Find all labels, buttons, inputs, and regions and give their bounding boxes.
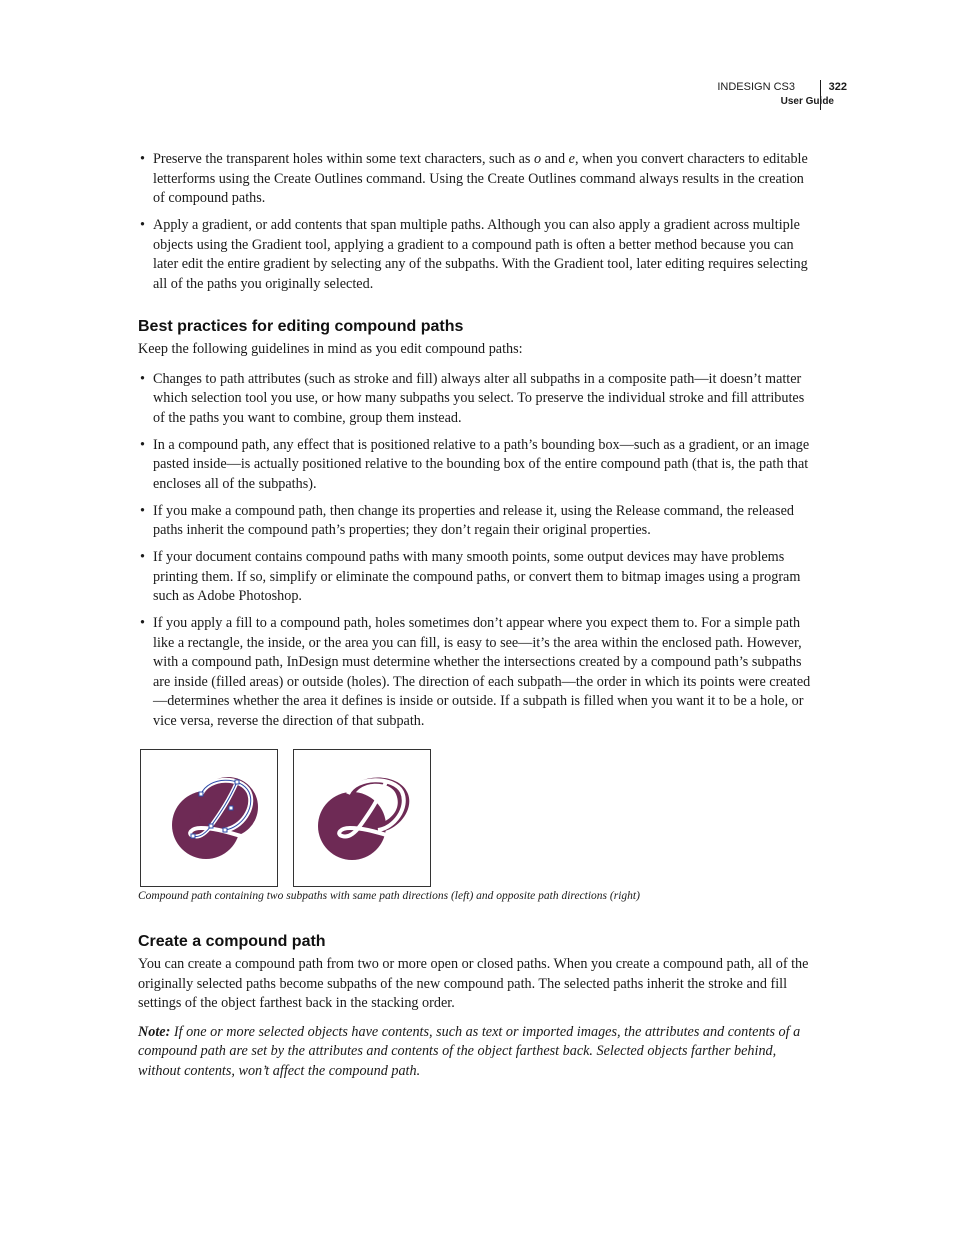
note-label: Note: [138, 1023, 171, 1040]
list-item: • If you apply a fill to a compound path, holes sometimes don’t appear where you expect them to. For a simple path like a rectangle, the inside, or the area you can fill, is easy to see—it’s the area within the enclosed path. However, with a compound path, InDesign must determine whether the intersections created by a compound path’s subpaths are inside (filled areas) or outside (holes). The direction of each subpath—the order in which its points were created—determines whether the area it defines is inside or outside. If a subpath is filled when you want it to be a hole, or vice versa, reverse the direction of that subpath. [140, 615, 811, 729]
section-heading: Create a compound path [138, 933, 326, 950]
running-header [717, 80, 847, 109]
section-body: You can create a compound path from two or more open or closed paths. When you create a compound path, all of the originally selected paths become subpaths of the new compound path. The selected paths inherit the stroke and fill settings of the object farthest back in the stacking order. [138, 956, 809, 1011]
note-paragraph [138, 1023, 814, 1082]
figure-caption: Compound path containing two subpaths with same path directions (left) and opposite path directions (right) [138, 890, 640, 902]
guide-title: User Guide [780, 96, 834, 107]
page-number: 322 [820, 80, 847, 110]
section-create [138, 932, 814, 1081]
list-item: • If you make a compound path, then change its properties and release it, using the Release command, the released paths inherit the compound path’s properties; they don’t regain their original properties. [140, 502, 794, 538]
section-intro: Keep the following guidelines in mind as you edit compound paths: [138, 341, 523, 357]
compound-path-selected-icon [140, 749, 278, 887]
list-item: • If your document contains compound paths with many smooth points, some output devices may have problems printing them. If so, simplify or eliminate the compound paths, or convert them to bitmap images using a program such as Adobe Photoshop. [140, 549, 801, 604]
guidelines-bullet-list [138, 370, 814, 732]
product-name: INDESIGN CS3 [717, 81, 795, 93]
list-item: • In a compound path, any effect that is positioned relative to a path’s bounding box—such as a gradient, or an image pasted inside—is actually positioned relative to the bounding box of the entire compound path (that is, the path that encloses all of the subpaths). [140, 436, 810, 492]
note-text: If one or more selected objects have contents, such as text or imported images, the attributes and contents of a compound path are set by the attributes and contents of the object farthest back. Selected objects farther behind, without contents, won’t affect the compound path. [138, 1023, 801, 1079]
figure-pair [140, 749, 440, 887]
intro-bullet-list [138, 150, 814, 294]
list-item: • Apply a gradient, or add contents that span multiple paths. Although you can also apply a gradient across multiple objects using the Gradient tool, applying a gradient to a compound path is often a better method because you can later edit the entire gradient by selecting any of the subpaths. With the Gradient tool, later editing requires selecting all of the paths you originally selected. [140, 217, 808, 292]
compound-path-hole-icon [293, 749, 431, 887]
list-item: • Changes to path attributes (such as stroke and fill) always alter all subpaths in a composite path—it doesn’t matter which selection tool you use, or how many subpaths you select. To preserve the individual stroke and fill attributes of the paths you want to combine, group them instead. [140, 370, 805, 426]
section-heading: Best practices for editing compound paths [138, 318, 464, 335]
list-item: • Preserve the transparent holes within some text characters, such as o and e, when you convert characters to editable letterforms using the Create Outlines command. Using the Create Outlines command always results in the creation of compound paths. [140, 151, 808, 206]
page-content [138, 150, 814, 739]
